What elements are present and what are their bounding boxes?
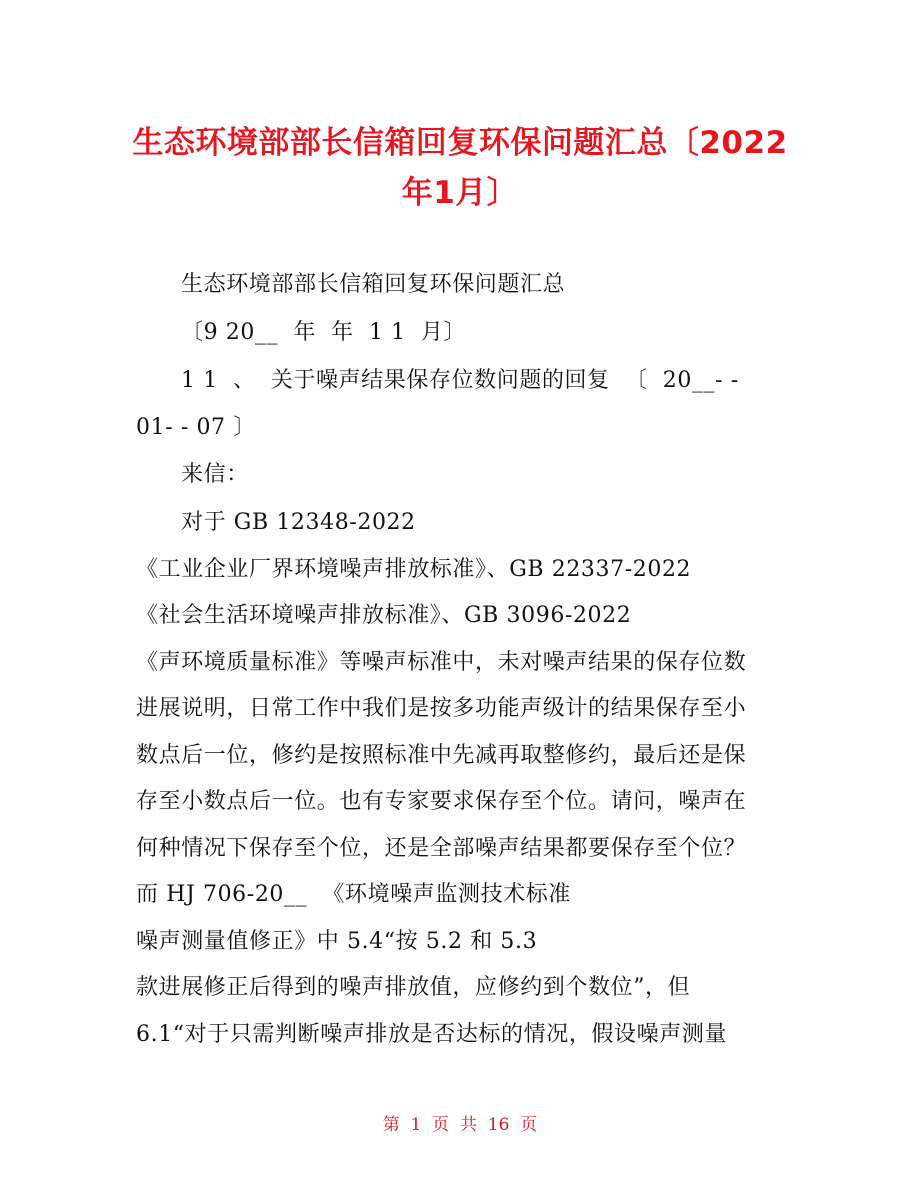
body-line: 《声环境质量标准》等噪声标准中，未对噪声结果的保存位数 — [136, 650, 747, 675]
body-line-item-title: 1 1 、 关于噪声结果保存位数问题的回复 〔 20__- - — [181, 368, 739, 393]
body-line-item-date: 01- - 07 〕 — [136, 415, 256, 440]
body-line: 何种情况下保存至个位，还是全部噪声结果都要保存至个位？ — [136, 836, 747, 861]
page-footer: 第 1 页 共 16 页 — [382, 1115, 538, 1135]
document-title-line-2: 年1月〕 — [401, 175, 519, 211]
body-line-date-range: 〔9 20__ 年 年 1 1 月〕 — [181, 320, 467, 345]
body-line: 对于 GB 12348-2022 — [181, 510, 416, 535]
body-line: 数点后一位，修约是按照标准中先减再取整修约，最后还是保 — [136, 743, 747, 768]
body-line-letter-label: 来信： — [181, 462, 249, 487]
body-line: 而 HJ 706-20__ 《环境噪声监测技术标准 — [136, 882, 571, 907]
body-line: 进展说明，日常工作中我们是按多功能声级计的结果保存至小 — [136, 696, 747, 721]
document-title — [0, 118, 920, 218]
body-line: 《社会生活环境噪声排放标准》、GB 3096-2022 — [136, 603, 632, 628]
body-line: 噪声测量值修正》中 5.4“按 5.2 和 5.3 — [136, 929, 538, 954]
body-line-heading: 生态环境部部长信箱回复环保问题汇总 — [181, 272, 566, 297]
body-line: 《工业企业厂界环境噪声排放标准》、GB 22337-2022 — [136, 557, 692, 582]
body-line: 存至小数点后一位。也有专家要求保存至个位。请问，噪声在 — [136, 789, 747, 814]
body-line: 6.1“对于只需判断噪声排放是否达标的情况，假设噪声测量 — [136, 1022, 728, 1047]
body-line: 款进展修正后得到的噪声排放值，应修约到个数位”，但 — [136, 975, 691, 1000]
document-title-line-1: 生态环境部部长信箱回复环保问题汇总〔2022 — [132, 125, 788, 161]
